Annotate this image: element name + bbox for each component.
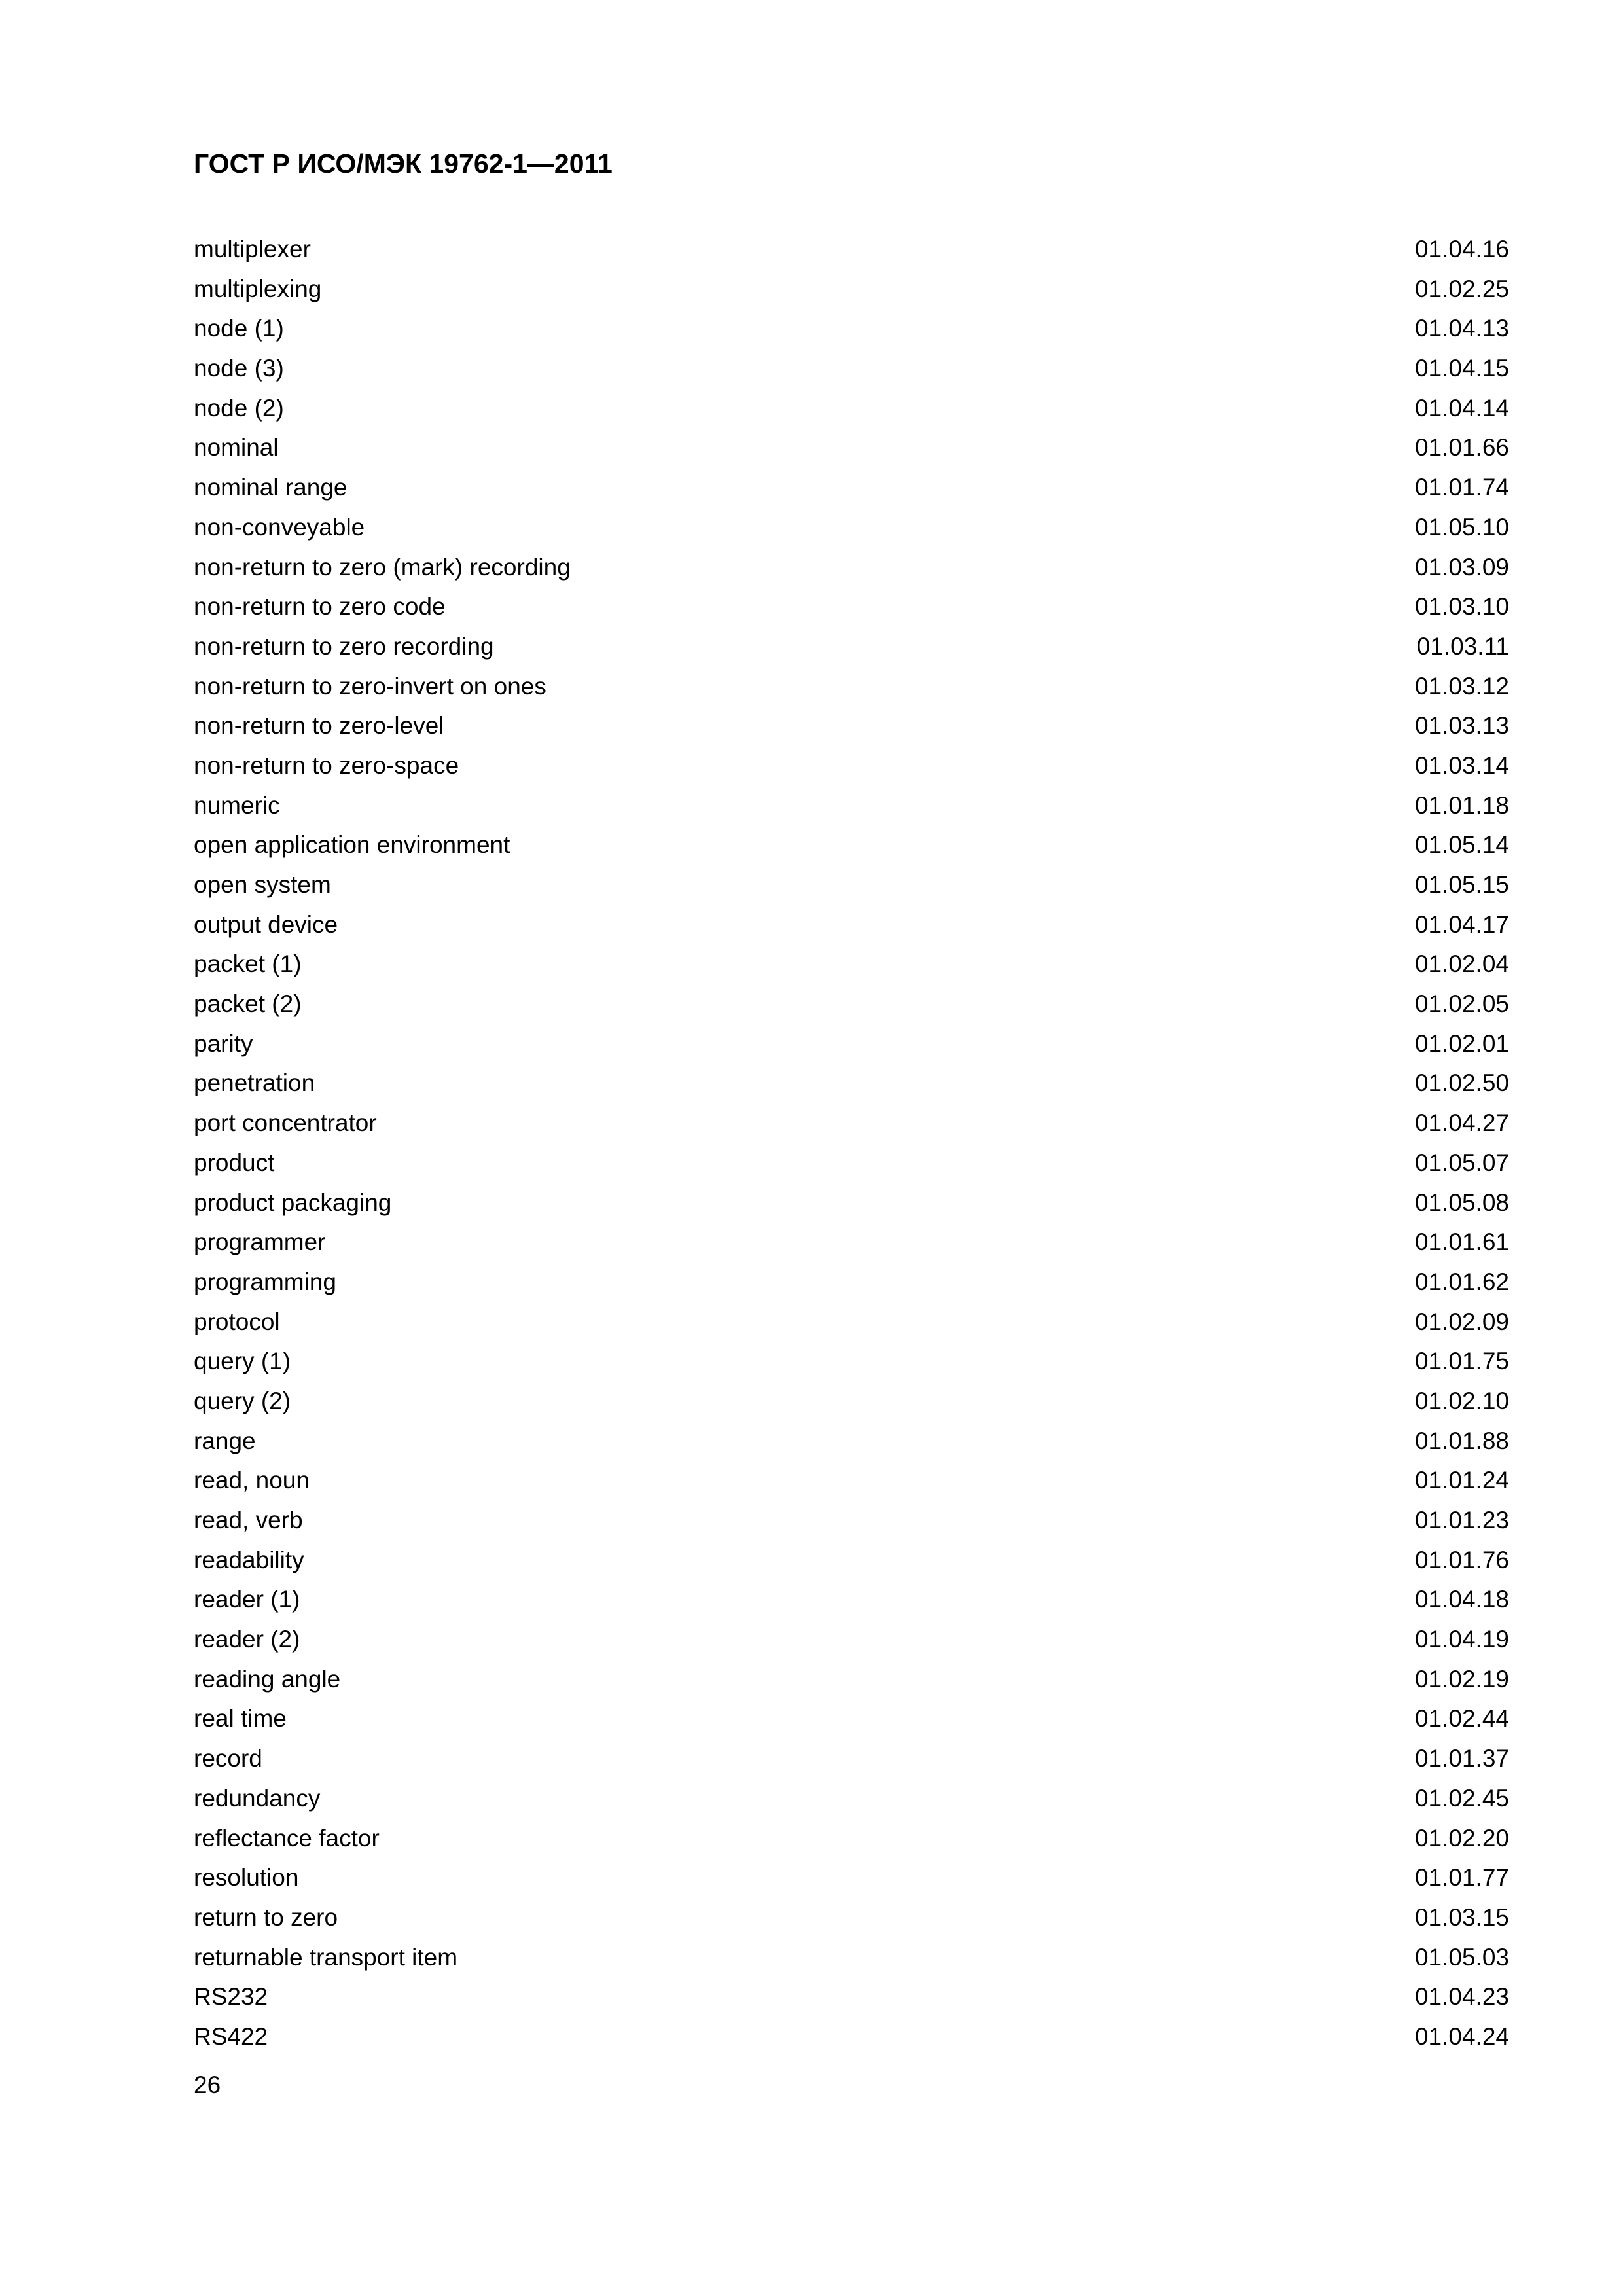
index-entry [194, 548, 1509, 588]
index-code: 01.04.18 [1414, 1586, 1509, 1613]
index-code: 01.01.61 [1414, 1229, 1509, 1256]
index-entry [194, 1501, 1509, 1541]
index-code: 01.04.17 [1414, 910, 1509, 938]
index-term: packet (1) [194, 950, 302, 978]
term-index-list [194, 230, 1509, 2057]
index-code: 01.04.16 [1414, 236, 1509, 262]
index-code: 01.03.14 [1414, 751, 1509, 779]
index-code: 01.01.37 [1414, 1745, 1509, 1772]
index-term: nominal [194, 434, 279, 461]
index-entry [194, 587, 1509, 627]
index-entry [194, 1819, 1509, 1859]
index-entry [194, 1779, 1509, 1819]
document-header: ГОСТ Р ИСО/МЭК 19762-1—2011 [194, 149, 613, 179]
index-code: 01.02.10 [1414, 1387, 1509, 1414]
index-code: 01.02.20 [1414, 1824, 1509, 1852]
index-term: nominal range [194, 474, 348, 501]
index-entry [194, 1342, 1509, 1382]
index-term: read, verb [194, 1507, 303, 1534]
index-term: output device [194, 910, 338, 938]
index-term: penetration [194, 1069, 315, 1097]
index-entry [194, 667, 1509, 707]
index-entry [194, 1461, 1509, 1501]
index-entry [194, 1580, 1509, 1620]
index-code: 01.05.15 [1414, 871, 1509, 898]
index-code: 01.01.75 [1414, 1348, 1509, 1375]
index-code: 01.04.14 [1414, 394, 1509, 422]
index-term: product packaging [194, 1189, 392, 1216]
index-code: 01.05.08 [1414, 1189, 1509, 1216]
index-term: non-return to zero (mark) recording [194, 553, 571, 581]
index-code: 01.02.01 [1414, 1030, 1509, 1057]
index-entry [194, 1898, 1509, 1938]
index-term: non-return to zero-invert on ones [194, 672, 546, 700]
index-term: product [194, 1149, 275, 1176]
index-code: 01.01.77 [1414, 1864, 1509, 1892]
index-code: 01.04.19 [1414, 1626, 1509, 1653]
index-code: 01.05.03 [1414, 1943, 1509, 1971]
index-term: packet (2) [194, 990, 302, 1018]
index-entry [194, 1103, 1509, 1143]
index-entry [194, 825, 1509, 865]
index-term: RS422 [194, 2022, 268, 2050]
index-code: 01.04.23 [1414, 1983, 1509, 2011]
index-term: reflectance factor [194, 1824, 380, 1852]
index-code: 01.01.76 [1414, 1546, 1509, 1573]
index-term: range [194, 1427, 256, 1454]
index-code: 01.04.13 [1414, 315, 1509, 342]
index-term: non-return to zero-space [194, 751, 459, 779]
index-code: 01.02.25 [1414, 275, 1509, 302]
index-entry [194, 1263, 1509, 1302]
index-entry [194, 865, 1509, 905]
index-entry [194, 984, 1509, 1024]
index-code: 01.04.24 [1414, 2022, 1509, 2050]
index-term: open system [194, 871, 331, 898]
index-entry [194, 706, 1509, 746]
index-code: 01.02.05 [1414, 990, 1509, 1018]
index-term: non-conveyable [194, 513, 365, 541]
index-entry [194, 1541, 1509, 1581]
index-entry [194, 349, 1509, 389]
index-entry [194, 627, 1509, 667]
index-code: 01.03.11 [1416, 632, 1509, 660]
page-number: 26 [194, 2072, 221, 2098]
index-code: 01.05.14 [1414, 831, 1509, 859]
index-entry [194, 1183, 1509, 1223]
index-term: returnable transport item [194, 1943, 458, 1971]
index-code: 01.03.13 [1414, 712, 1509, 740]
index-code: 01.03.15 [1414, 1903, 1509, 1931]
index-code: 01.04.27 [1414, 1109, 1509, 1137]
index-term: return to zero [194, 1903, 338, 1931]
index-term: non-return to zero code [194, 593, 446, 620]
index-code: 01.01.88 [1414, 1427, 1509, 1454]
index-term: protocol [194, 1308, 280, 1335]
index-entry [194, 1858, 1509, 1898]
index-term: reader (2) [194, 1626, 300, 1653]
index-entry [194, 1422, 1509, 1462]
index-entry [194, 1024, 1509, 1064]
index-entry [194, 2017, 1509, 2057]
index-entry [194, 1977, 1509, 2017]
index-entry [194, 309, 1509, 349]
index-code: 01.03.10 [1414, 593, 1509, 620]
index-term: record [194, 1745, 262, 1772]
index-term: non-return to zero recording [194, 632, 494, 660]
index-term: readability [194, 1546, 304, 1573]
index-term: RS232 [194, 1983, 268, 2011]
index-code: 01.03.09 [1414, 553, 1509, 581]
index-entry [194, 1382, 1509, 1422]
index-code: 01.01.74 [1414, 474, 1509, 501]
index-code: 01.02.19 [1414, 1665, 1509, 1693]
index-entry [194, 1739, 1509, 1779]
index-term: node (3) [194, 355, 284, 382]
index-entry [194, 1223, 1509, 1263]
index-term: reading angle [194, 1665, 341, 1693]
index-entry [194, 428, 1509, 468]
index-term: node (1) [194, 315, 284, 342]
index-entry [194, 905, 1509, 945]
index-code: 01.01.23 [1414, 1507, 1509, 1534]
index-code: 01.05.10 [1414, 513, 1509, 541]
index-entry [194, 270, 1509, 310]
index-term: programming [194, 1268, 336, 1295]
index-term: multiplexing [194, 275, 322, 302]
index-entry [194, 508, 1509, 548]
index-term: non-return to zero-level [194, 712, 444, 740]
index-code: 01.02.44 [1414, 1705, 1509, 1732]
index-code: 01.03.12 [1414, 672, 1509, 700]
index-term: parity [194, 1030, 253, 1057]
index-term: programmer [194, 1229, 326, 1256]
index-term: open application environment [194, 831, 510, 859]
index-term: multiplexer [194, 236, 311, 262]
index-entry [194, 1699, 1509, 1739]
index-code: 01.05.07 [1414, 1149, 1509, 1176]
index-term: real time [194, 1705, 287, 1732]
index-code: 01.02.45 [1414, 1784, 1509, 1812]
index-code: 01.02.09 [1414, 1308, 1509, 1335]
index-entry [194, 1620, 1509, 1660]
index-term: port concentrator [194, 1109, 377, 1137]
index-term: redundancy [194, 1784, 321, 1812]
index-term: resolution [194, 1864, 299, 1892]
index-term: read, noun [194, 1467, 310, 1494]
index-term: numeric [194, 791, 280, 819]
index-code: 01.01.62 [1414, 1268, 1509, 1295]
index-term: query (1) [194, 1348, 291, 1375]
index-entry [194, 1302, 1509, 1342]
index-entry [194, 1938, 1509, 1978]
index-code: 01.02.50 [1414, 1069, 1509, 1097]
index-term: query (2) [194, 1387, 291, 1414]
index-code: 01.01.24 [1414, 1467, 1509, 1494]
index-entry [194, 468, 1509, 508]
index-entry [194, 746, 1509, 786]
index-entry [194, 1064, 1509, 1103]
index-term: reader (1) [194, 1586, 300, 1613]
index-entry [194, 944, 1509, 984]
index-code: 01.02.04 [1414, 950, 1509, 978]
index-term: node (2) [194, 394, 284, 422]
index-entry [194, 786, 1509, 826]
index-entry [194, 389, 1509, 429]
index-code: 01.01.66 [1414, 434, 1509, 461]
index-entry [194, 1143, 1509, 1183]
index-code: 01.01.18 [1414, 791, 1509, 819]
index-entry [194, 230, 1509, 270]
index-code: 01.04.15 [1414, 355, 1509, 382]
index-entry [194, 1660, 1509, 1700]
